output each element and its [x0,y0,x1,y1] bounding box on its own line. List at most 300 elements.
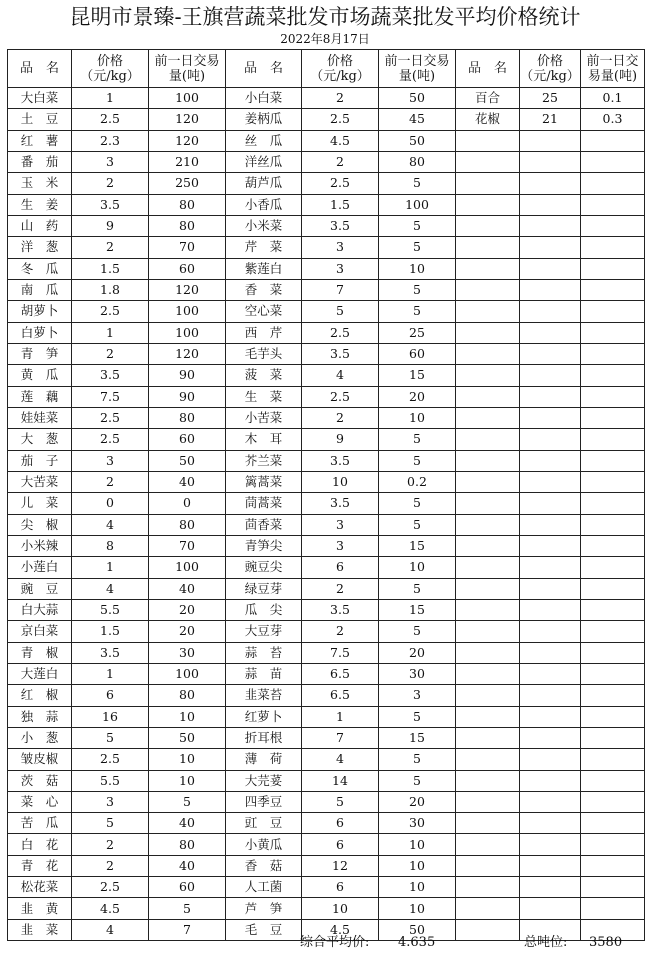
item-name-cell [456,471,520,492]
header-volume: 前一日交易量(吨) [379,50,456,88]
price-cell: 5.5 [72,599,149,620]
price-cell [520,493,581,514]
volume-cell: 5 [379,301,456,322]
volume-cell [581,493,645,514]
volume-cell [581,834,645,855]
volume-cell: 10 [379,834,456,855]
price-cell [520,173,581,194]
volume-cell: 10 [149,749,226,770]
table-row [8,450,645,471]
item-name-cell: 韭菜苔 [226,685,302,706]
price-cell [520,599,581,620]
volume-cell: 50 [149,450,226,471]
price-cell [520,834,581,855]
item-name-cell: 洋丝瓜 [226,151,302,172]
average-price-label: 综合平均价: [300,935,370,950]
volume-cell: 10 [379,407,456,428]
item-name-cell: 生 姜 [8,194,72,215]
report-date: 2022年8月17日 [280,32,370,46]
volume-cell: 15 [379,599,456,620]
price-cell: 4 [302,365,379,386]
volume-cell: 25 [379,322,456,343]
item-name-cell: 莲 藕 [8,386,72,407]
table-row [8,386,645,407]
volume-cell: 7 [149,919,226,940]
price-cell: 12 [302,855,379,876]
volume-cell: 5 [379,706,456,727]
volume-cell: 10 [379,855,456,876]
price-cell: 6.5 [302,663,379,684]
item-name-cell [456,770,520,791]
volume-cell: 15 [379,727,456,748]
price-cell [520,706,581,727]
item-name-cell [456,194,520,215]
volume-cell [581,407,645,428]
price-cell: 7.5 [302,642,379,663]
item-name-cell: 绿豆芽 [226,578,302,599]
item-name-cell: 豇 豆 [226,813,302,834]
volume-cell: 80 [149,685,226,706]
table-row [8,557,645,578]
item-name-cell [456,855,520,876]
volume-cell [581,877,645,898]
item-name-cell [456,749,520,770]
item-name-cell [456,834,520,855]
price-cell: 2.5 [72,407,149,428]
volume-cell: 30 [379,813,456,834]
item-name-cell [456,706,520,727]
price-cell: 3.5 [302,450,379,471]
price-cell [520,663,581,684]
price-cell: 2 [302,578,379,599]
header-name: 品 名 [456,50,520,88]
price-cell: 3.5 [72,642,149,663]
table-row [8,535,645,556]
item-name-cell: 青笋尖 [226,535,302,556]
price-cell: 2 [72,834,149,855]
price-cell [520,749,581,770]
item-name-cell: 南 瓜 [8,279,72,300]
volume-cell: 20 [379,791,456,812]
volume-cell [581,386,645,407]
item-name-cell [456,279,520,300]
volume-cell: 60 [379,343,456,364]
average-price-value: 4.635 [398,935,436,950]
volume-cell: 20 [379,386,456,407]
volume-cell: 100 [379,194,456,215]
price-cell [520,429,581,450]
volume-cell: 120 [149,279,226,300]
table-row [8,429,645,450]
volume-cell [581,770,645,791]
price-cell: 5 [72,727,149,748]
item-name-cell [456,130,520,151]
volume-cell: 40 [149,578,226,599]
item-name-cell: 番 茄 [8,151,72,172]
item-name-cell: 韭 黄 [8,898,72,919]
volume-cell: 5 [149,898,226,919]
item-name-cell: 青 椒 [8,642,72,663]
item-name-cell: 红 薯 [8,130,72,151]
volume-cell [581,322,645,343]
volume-cell [581,258,645,279]
table-row [8,599,645,620]
item-name-cell: 小白菜 [226,88,302,109]
volume-cell: 50 [379,919,456,940]
price-cell [520,727,581,748]
item-name-cell: 菠 菜 [226,365,302,386]
volume-cell [581,130,645,151]
volume-cell: 100 [149,301,226,322]
item-name-cell: 土 豆 [8,109,72,130]
total-tonnage-value: 3580 [589,935,623,950]
table-row [8,791,645,812]
item-name-cell: 蒜 苔 [226,642,302,663]
volume-cell [581,194,645,215]
item-name-cell [456,877,520,898]
price-cell: 4 [72,514,149,535]
table-row [8,109,645,130]
price-cell: 14 [302,770,379,791]
price-cell [520,237,581,258]
volume-cell: 100 [149,88,226,109]
item-name-cell: 折耳根 [226,727,302,748]
volume-cell [581,642,645,663]
volume-cell: 10 [379,557,456,578]
price-cell [520,813,581,834]
table-row [8,834,645,855]
price-cell: 3.5 [72,365,149,386]
price-cell: 3.5 [302,343,379,364]
item-name-cell: 大芫荽 [226,770,302,791]
price-cell: 2.5 [72,109,149,130]
item-name-cell: 薄 荷 [226,749,302,770]
table-row [8,663,645,684]
volume-cell: 80 [149,834,226,855]
volume-cell: 0.3 [581,109,645,130]
item-name-cell [456,557,520,578]
item-name-cell: 苦 瓜 [8,813,72,834]
price-cell: 5.5 [72,770,149,791]
item-name-cell: 白萝卜 [8,322,72,343]
price-cell [520,535,581,556]
item-name-cell: 豌 豆 [8,578,72,599]
table-row [8,365,645,386]
volume-cell: 50 [379,130,456,151]
volume-cell: 40 [149,855,226,876]
table-row [8,471,645,492]
price-cell: 5 [302,301,379,322]
price-cell: 3 [302,237,379,258]
price-cell: 2 [72,237,149,258]
volume-cell [581,813,645,834]
price-cell: 7 [302,727,379,748]
price-cell: 6.5 [302,685,379,706]
item-name-cell: 皱皮椒 [8,749,72,770]
price-cell [520,621,581,642]
price-cell: 3 [302,535,379,556]
item-name-cell: 小黄瓜 [226,834,302,855]
price-cell: 1 [72,557,149,578]
price-cell: 2.5 [302,322,379,343]
item-name-cell: 西 芹 [226,322,302,343]
item-name-cell: 篱蒿菜 [226,471,302,492]
item-name-cell: 白 花 [8,834,72,855]
item-name-cell: 丝 瓜 [226,130,302,151]
volume-cell: 5 [149,791,226,812]
item-name-cell: 大 葱 [8,429,72,450]
item-name-cell: 茼蒿菜 [226,493,302,514]
volume-cell: 120 [149,109,226,130]
price-cell: 5 [302,791,379,812]
price-cell: 6 [302,834,379,855]
price-cell: 2.5 [72,749,149,770]
item-name-cell: 茄 子 [8,450,72,471]
price-cell: 4 [72,919,149,940]
item-name-cell: 百合 [456,88,520,109]
table-row [8,813,645,834]
item-name-cell: 四季豆 [226,791,302,812]
price-cell: 9 [302,429,379,450]
item-name-cell: 红 椒 [8,685,72,706]
price-cell: 25 [520,88,581,109]
item-name-cell: 红萝卜 [226,706,302,727]
volume-cell: 20 [149,621,226,642]
price-cell: 3 [72,791,149,812]
volume-cell [581,621,645,642]
price-cell [520,215,581,236]
item-name-cell [456,727,520,748]
volume-cell: 10 [149,770,226,791]
price-cell: 2.3 [72,130,149,151]
volume-cell: 15 [379,535,456,556]
item-name-cell [456,301,520,322]
table-row [8,770,645,791]
volume-cell: 5 [379,173,456,194]
price-cell [520,450,581,471]
item-name-cell: 茨 菇 [8,770,72,791]
total-tonnage-label: 总吨位: [524,935,568,950]
volume-cell [581,365,645,386]
volume-cell: 5 [379,237,456,258]
volume-cell: 45 [379,109,456,130]
table-row [8,130,645,151]
item-name-cell: 香 菇 [226,855,302,876]
volume-cell: 5 [379,279,456,300]
price-cell: 1 [72,88,149,109]
price-cell [520,365,581,386]
item-name-cell [456,365,520,386]
price-cell: 2.5 [302,173,379,194]
item-name-cell [456,663,520,684]
volume-cell: 60 [149,429,226,450]
item-name-cell [456,578,520,599]
item-name-cell: 小香瓜 [226,194,302,215]
item-name-cell: 香 菜 [226,279,302,300]
price-cell: 2 [72,343,149,364]
volume-cell [581,215,645,236]
header-price: 价格（元/kg） [302,50,379,88]
price-cell [520,194,581,215]
item-name-cell: 尖 椒 [8,514,72,535]
item-name-cell: 儿 菜 [8,493,72,514]
table-row [8,407,645,428]
price-cell: 7.5 [72,386,149,407]
price-cell [520,322,581,343]
item-name-cell [456,258,520,279]
table-row [8,343,645,364]
volume-cell: 80 [149,407,226,428]
price-cell [520,685,581,706]
price-cell: 1 [72,663,149,684]
price-cell [520,130,581,151]
price-cell [520,770,581,791]
price-cell: 1 [302,706,379,727]
price-cell: 1.5 [72,258,149,279]
price-cell: 4 [72,578,149,599]
volume-cell: 5 [379,429,456,450]
item-name-cell [456,386,520,407]
header-name: 品 名 [226,50,302,88]
volume-cell: 10 [379,258,456,279]
table-row [8,877,645,898]
item-name-cell: 青 花 [8,855,72,876]
price-cell: 1.5 [302,194,379,215]
header-price: 价格（元/kg） [520,50,581,88]
volume-cell: 20 [379,642,456,663]
price-cell: 2 [72,855,149,876]
volume-cell [581,343,645,364]
price-cell [520,279,581,300]
volume-cell: 10 [379,898,456,919]
volume-cell: 90 [149,365,226,386]
item-name-cell [456,535,520,556]
volume-cell [581,535,645,556]
table-row [8,173,645,194]
price-cell: 3 [72,450,149,471]
volume-cell: 60 [149,258,226,279]
item-name-cell [456,493,520,514]
price-cell: 0 [72,493,149,514]
price-cell: 7 [302,279,379,300]
table-row [8,258,645,279]
item-name-cell: 冬 瓜 [8,258,72,279]
item-name-cell: 木 耳 [226,429,302,450]
volume-cell: 80 [149,514,226,535]
item-name-cell: 小 葱 [8,727,72,748]
volume-cell [581,173,645,194]
volume-cell: 50 [149,727,226,748]
item-name-cell: 菜 心 [8,791,72,812]
volume-cell: 0.2 [379,471,456,492]
price-cell [520,301,581,322]
item-name-cell: 小苦菜 [226,407,302,428]
table-row [8,279,645,300]
table-row [8,621,645,642]
item-name-cell [456,685,520,706]
volume-cell: 5 [379,450,456,471]
item-name-cell: 人工菌 [226,877,302,898]
price-cell: 2 [72,173,149,194]
volume-cell: 0.1 [581,88,645,109]
price-cell: 3.5 [302,215,379,236]
price-cell: 3 [302,258,379,279]
item-name-cell: 娃娃菜 [8,407,72,428]
item-name-cell: 花椒 [456,109,520,130]
item-name-cell: 芹 菜 [226,237,302,258]
volume-cell: 30 [379,663,456,684]
item-name-cell: 豌豆尖 [226,557,302,578]
item-name-cell: 紫莲白 [226,258,302,279]
volume-cell: 70 [149,535,226,556]
volume-cell [581,514,645,535]
volume-cell: 0 [149,493,226,514]
volume-cell: 120 [149,343,226,364]
volume-cell: 60 [149,877,226,898]
volume-cell [581,706,645,727]
price-cell [520,578,581,599]
price-cell [520,877,581,898]
volume-cell [581,727,645,748]
price-cell [520,557,581,578]
price-cell: 4.5 [72,898,149,919]
volume-cell [581,898,645,919]
volume-cell: 40 [149,471,226,492]
table-row [8,685,645,706]
table-row [8,749,645,770]
item-name-cell [456,237,520,258]
table-row [8,642,645,663]
volume-cell: 50 [379,88,456,109]
price-cell: 6 [72,685,149,706]
price-table [7,49,645,941]
page-title: 昆明市景臻-王旗营蔬菜批发市场蔬菜批发平均价格统计 [69,5,581,29]
volume-cell [581,429,645,450]
item-name-cell: 蒜 苗 [226,663,302,684]
item-name-cell [456,407,520,428]
price-cell: 3 [72,151,149,172]
item-name-cell: 小莲白 [8,557,72,578]
item-name-cell [456,898,520,919]
item-name-cell: 大豆芽 [226,621,302,642]
table-row [8,88,645,109]
volume-cell: 10 [149,706,226,727]
item-name-cell: 洋 葱 [8,237,72,258]
table-row [8,301,645,322]
price-cell: 21 [520,109,581,130]
volume-cell: 70 [149,237,226,258]
item-name-cell: 姜柄瓜 [226,109,302,130]
price-cell: 2.5 [72,301,149,322]
price-cell: 2 [302,151,379,172]
item-name-cell [456,813,520,834]
table-row [8,706,645,727]
item-name-cell: 黄 瓜 [8,365,72,386]
table-row [8,194,645,215]
price-cell: 3.5 [72,194,149,215]
item-name-cell [456,450,520,471]
price-cell: 3 [302,514,379,535]
item-name-cell: 玉 米 [8,173,72,194]
volume-cell [581,599,645,620]
price-cell: 10 [302,471,379,492]
volume-cell: 210 [149,151,226,172]
price-cell: 6 [302,557,379,578]
volume-cell: 80 [149,194,226,215]
price-cell [520,407,581,428]
item-name-cell: 松花菜 [8,877,72,898]
item-name-cell: 大苦菜 [8,471,72,492]
